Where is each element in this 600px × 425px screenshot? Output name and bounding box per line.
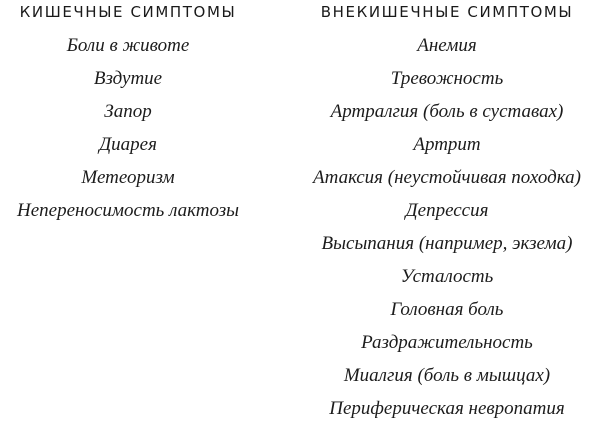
list-item: Усталость [400,266,494,287]
list-item: Атаксия (неустойчивая походка) [313,167,581,188]
intestinal-symptoms-column [0,0,256,227]
list-item: Анемия [417,35,477,56]
intestinal-symptoms-list [0,29,256,227]
list-item: Артрит [413,134,481,155]
list-item: Диарея [99,134,157,155]
list-item: Депрессия [405,200,489,221]
extraintestinal-symptoms-list [294,29,600,425]
list-item: Высыпания (например, экзема) [321,233,573,254]
list-item: Артралгия (боль в суставах) [330,101,564,122]
list-item: Миалгия (боль в мышцах) [343,365,551,386]
list-item: Метеоризм [81,167,175,188]
list-item: Периферическая невропатия [329,398,565,419]
list-item: Тревожность [390,68,504,89]
list-item: Запор [104,101,152,122]
extraintestinal-symptoms-header: ВНЕКИШЕЧНЫЕ СИМПТОМЫ [320,3,574,21]
extraintestinal-symptoms-column [294,0,600,425]
intestinal-symptoms-header: КИШЕЧНЫЕ СИМПТОМЫ [19,3,237,21]
list-item: Головная боль [390,299,504,320]
list-item: Раздражительность [361,332,533,353]
list-item: Боли в животе [66,35,190,56]
list-item: Вздутие [93,68,163,89]
list-item: Непереносимость лактозы [17,200,239,221]
